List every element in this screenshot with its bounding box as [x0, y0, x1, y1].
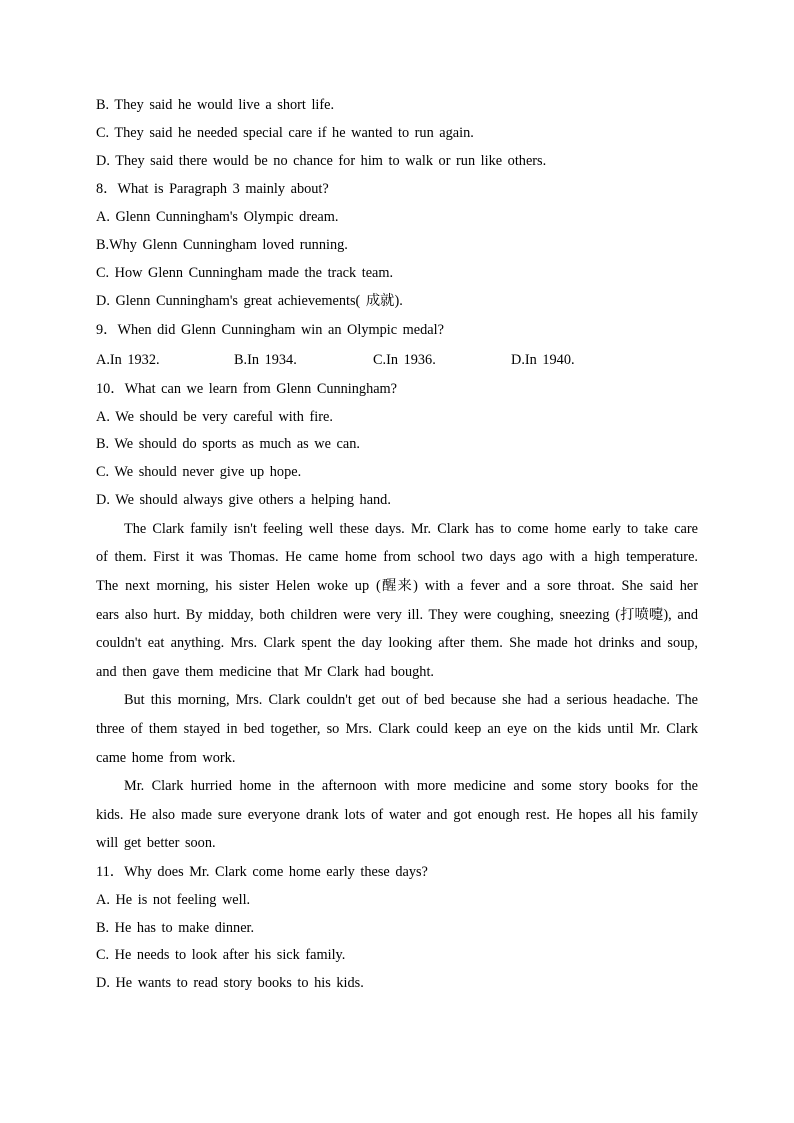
q10-stem: 10．What can we learn from Glenn Cunningham? [96, 380, 398, 397]
q9-option-c: C.In 1936. [373, 351, 436, 368]
q8-stem: 8．What is Paragraph 3 mainly about? [96, 181, 329, 198]
q9-option-d: D.In 1940. [511, 351, 575, 368]
q10-option-c: C. We should never give up hope. [96, 464, 302, 481]
q9-option-a: A.In 1932. [96, 351, 160, 368]
passage-paragraph-3: Mr. Clark hurried home in the afternoon with more medicine and some story books for the kids. He also made sure everyone drank lots of water and got enough rest. He hopes all his family will get better soon. [96, 778, 698, 852]
q9-options [96, 345, 698, 375]
q7-option-d: D. They said there would be no chance for him to walk or run like others. [96, 152, 547, 169]
q7-option-c: C. They said he needed special care if he wanted to run again. [96, 124, 474, 141]
q10-option-d: D. We should always give others a helping hand. [96, 491, 391, 508]
q9-option-b: B.In 1934. [234, 351, 297, 368]
q8-option-b: B.Why Glenn Cunningham loved running. [96, 237, 348, 254]
q9-stem: 9．When did Glenn Cunningham win an Olympic medal? [96, 321, 444, 338]
q11-option-c: C. He needs to look after his sick family. [96, 947, 346, 964]
q8-option-c: C. How Glenn Cunningham made the track team. [96, 264, 394, 281]
q11-option-d: D. He wants to read story books to his kids. [96, 975, 364, 992]
q11-option-b: B. He has to make dinner. [96, 919, 255, 936]
q7-option-b: B. They said he would live a short life. [96, 97, 335, 113]
exam-page [96, 92, 698, 998]
q10-option-a: A. We should be very careful with fire. [96, 408, 333, 425]
q8-option-a: A. Glenn Cunningham's Olympic dream. [96, 209, 339, 226]
reading-passage [96, 515, 698, 858]
q10-option-b: B. We should do sports as much as we can. [96, 436, 360, 453]
passage-paragraph-1: The Clark family isn't feeling well these days. Mr. Clark has to come home early to take care of them. First it was Thomas. He came home from school two days ago with a high temperature. The next morning, his sister Helen woke up (醒来) with a fever and a sore throat. She said her ears also hurt. By midday, both children were very ill. They were coughing, sneezing (打喷嚏), and couldn't eat anything. Mrs. Clark spent the day looking after them. She made hot drinks and soup, and then gave them medicine that Mr Clark had bought. [96, 520, 698, 680]
q11-option-a: A. He is not feeling well. [96, 891, 251, 908]
q11-stem: 11．Why does Mr. Clark come home early these days? [96, 863, 428, 880]
q8-option-d: D. Glenn Cunningham's great achievements( 成就). [96, 292, 403, 309]
passage-paragraph-2: But this morning, Mrs. Clark couldn't get out of bed because she had a serious headache. The three of them stayed in bed together, so Mrs. Clark could keep an eye on the kids until Mr. Clark came home from work. [96, 692, 698, 766]
